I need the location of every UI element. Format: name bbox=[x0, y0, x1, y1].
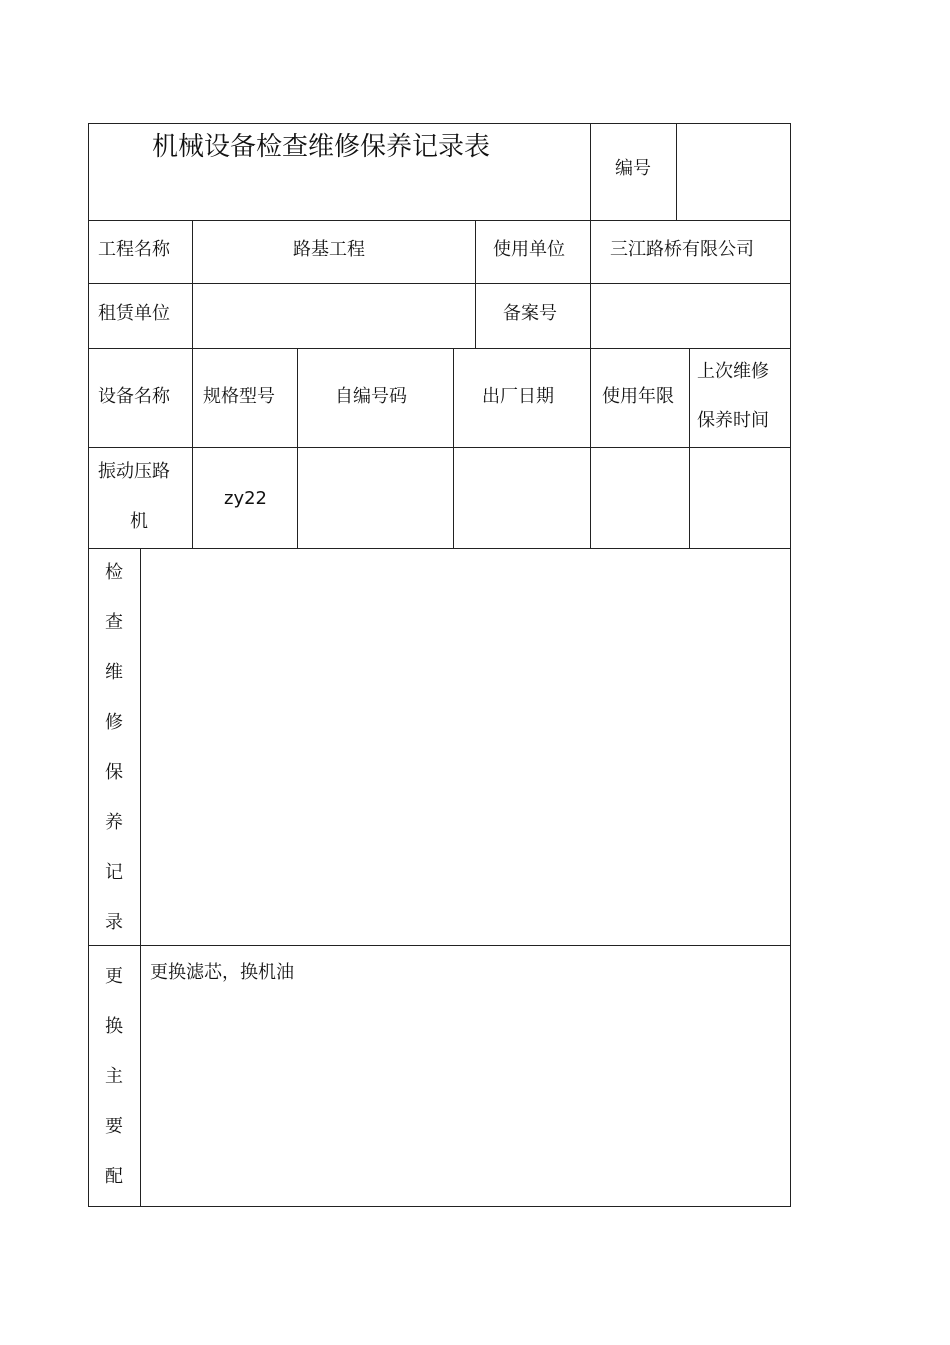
number-label: 编号 bbox=[615, 158, 651, 179]
inspection-label-char: 录 bbox=[105, 912, 123, 933]
column-divider bbox=[689, 348, 690, 548]
form-title: 机械设备检查维修保养记录表 bbox=[152, 132, 491, 162]
row-divider bbox=[88, 220, 791, 221]
column-divider bbox=[192, 348, 193, 548]
project-name-value[interactable]: 路基工程 bbox=[293, 239, 365, 260]
equipment-name-line2[interactable]: 机 bbox=[130, 511, 148, 532]
inspection-label-char: 检 bbox=[105, 562, 123, 583]
column-divider bbox=[453, 348, 454, 548]
replacement-label-char: 换 bbox=[105, 1016, 123, 1037]
factory-date-header: 出厂日期 bbox=[482, 386, 554, 407]
lessor-label: 租赁单位 bbox=[98, 303, 170, 324]
equipment-name-line1[interactable]: 振动压路 bbox=[98, 461, 170, 482]
row-divider bbox=[88, 548, 791, 549]
replacement-label-char: 要 bbox=[105, 1116, 123, 1137]
equipment-name-header: 设备名称 bbox=[98, 386, 170, 407]
replaced-parts-label bbox=[99, 952, 129, 1202]
column-divider bbox=[192, 220, 193, 348]
user-unit-label: 使用单位 bbox=[493, 239, 565, 260]
column-divider bbox=[475, 220, 476, 348]
inspection-record-label bbox=[99, 548, 129, 948]
column-divider bbox=[590, 220, 591, 348]
last-service-header-line1: 上次维修 bbox=[697, 361, 769, 382]
form-table-border bbox=[88, 123, 791, 1207]
column-divider bbox=[676, 123, 677, 220]
project-name-label: 工程名称 bbox=[98, 239, 170, 260]
service-years-header: 使用年限 bbox=[602, 386, 674, 407]
column-divider bbox=[590, 123, 591, 220]
column-divider bbox=[590, 348, 591, 548]
inspection-label-char: 保 bbox=[105, 762, 123, 783]
column-divider bbox=[140, 548, 141, 1207]
replaced-parts-content[interactable]: 更换滤芯，换机油 bbox=[150, 962, 294, 983]
spec-model-header: 规格型号 bbox=[203, 386, 275, 407]
self-number-header: 自编号码 bbox=[335, 386, 407, 407]
inspection-label-char: 养 bbox=[105, 812, 123, 833]
replacement-label-char: 配 bbox=[105, 1166, 123, 1187]
inspection-label-char: 修 bbox=[105, 712, 123, 733]
last-service-header-line2: 保养时间 bbox=[697, 410, 769, 431]
row-divider bbox=[88, 283, 791, 284]
spec-model-value[interactable]: zy22 bbox=[224, 488, 268, 509]
replacement-label-char: 主 bbox=[105, 1066, 123, 1087]
row-divider bbox=[88, 447, 791, 448]
row-divider bbox=[88, 945, 791, 946]
inspection-label-char: 记 bbox=[105, 862, 123, 883]
record-no-label: 备案号 bbox=[503, 303, 557, 324]
replacement-label-char: 更 bbox=[105, 966, 123, 987]
inspection-label-char: 查 bbox=[105, 612, 123, 633]
user-unit-value[interactable]: 三江路桥有限公司 bbox=[610, 239, 754, 260]
column-divider bbox=[297, 348, 298, 548]
row-divider bbox=[88, 348, 791, 349]
inspection-label-char: 维 bbox=[105, 662, 123, 683]
